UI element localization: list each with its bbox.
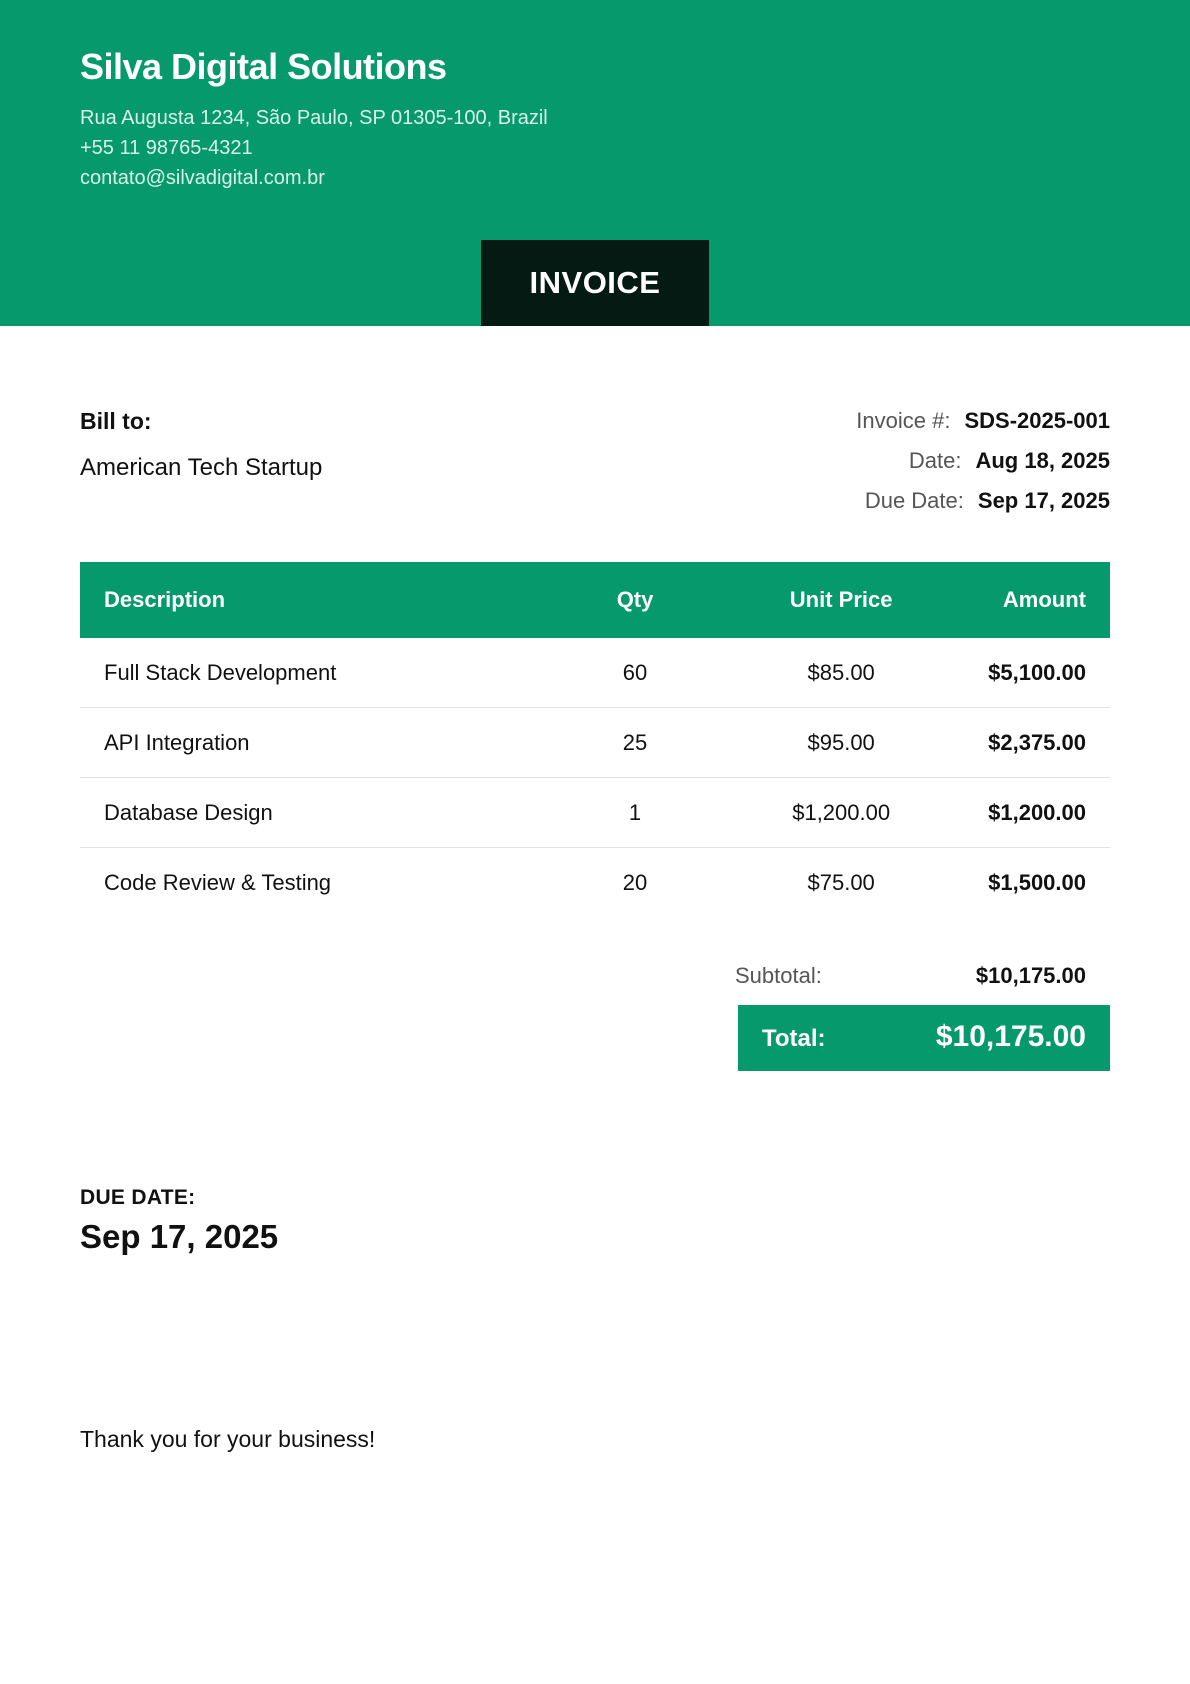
invoice-number-row — [856, 408, 1110, 434]
invoice-date-row — [909, 448, 1110, 474]
total-label: Total: — [762, 1025, 826, 1052]
item-qty: 20 — [622, 869, 648, 895]
item-description: API Integration — [80, 708, 552, 778]
item-qty: 25 — [552, 708, 718, 778]
item-description: Database Design — [80, 778, 552, 848]
client-name: American Tech Startup — [80, 454, 323, 481]
company-email: contato@silvadigital.com.br — [80, 167, 325, 189]
table-row — [80, 848, 1110, 918]
due-date-label: Due Date: — [864, 488, 964, 513]
due-date-row — [865, 488, 1110, 514]
thank-you-note: Thank you for your business! — [80, 1426, 376, 1452]
total-value: $10,175.00 — [935, 1020, 1086, 1053]
invoice-date-label: Date: — [908, 448, 962, 473]
document-title-badge: INVOICE — [481, 240, 709, 326]
invoice-number-label: Invoice #: — [856, 408, 951, 433]
item-unit-price: $95.00 — [718, 708, 964, 778]
subtotal-value: $10,175.00 — [975, 963, 1086, 988]
due-section-date: Sep 17, 2025 — [80, 1218, 279, 1255]
company-phone: +55 11 98765-4321 — [80, 137, 253, 159]
header-description: Description — [104, 587, 226, 612]
header-amount: Amount — [1002, 587, 1086, 612]
total-box — [738, 1005, 1110, 1071]
table-header-row — [80, 562, 1110, 638]
invoice-date: Aug 18, 2025 — [975, 448, 1110, 473]
subtotal-label: Subtotal: — [735, 963, 822, 988]
header-qty: Qty — [616, 587, 654, 612]
item-description: Code Review & Testing — [104, 869, 332, 895]
item-qty: 1 — [552, 778, 718, 848]
item-description: Full Stack Development — [80, 638, 552, 708]
item-amount: $2,375.00 — [964, 708, 1110, 778]
item-unit-price: $1,200.00 — [718, 778, 964, 848]
company-name: Silva Digital Solutions — [80, 46, 447, 87]
company-address: Rua Augusta 1234, São Paulo, SP 01305-100, Brazil — [80, 107, 548, 129]
invoice-number: SDS-2025-001 — [964, 408, 1110, 433]
table-row — [80, 778, 1110, 848]
header-unit-price: Unit Price — [789, 587, 893, 612]
bill-to-label: Bill to: — [80, 408, 152, 434]
item-amount: $1,500.00 — [988, 869, 1086, 895]
item-amount: $5,100.00 — [964, 638, 1110, 708]
invoice-header — [0, 0, 1190, 326]
item-amount: $1,200.00 — [964, 778, 1110, 848]
item-unit-price: $75.00 — [807, 869, 875, 895]
item-qty: 60 — [552, 638, 718, 708]
item-unit-price: $85.00 — [718, 638, 964, 708]
due-section-label: DUE DATE: — [80, 1186, 196, 1209]
table-row — [80, 638, 1110, 708]
table-row — [80, 708, 1110, 778]
due-date: Sep 17, 2025 — [977, 488, 1110, 513]
line-items-table — [80, 562, 1110, 917]
